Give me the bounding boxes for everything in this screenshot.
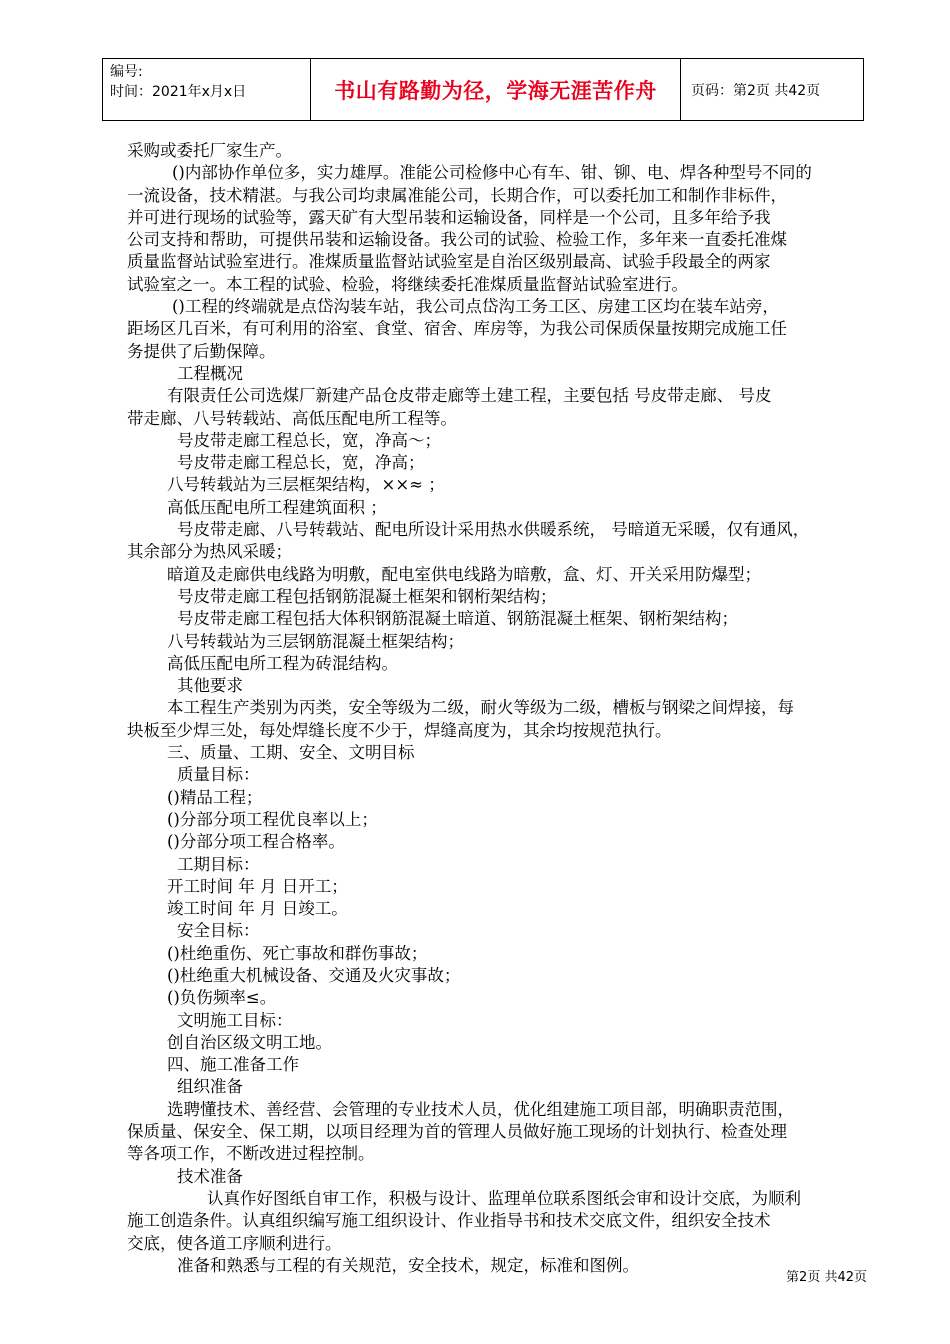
- body-line: 开工时间 年 月 日开工；: [167, 876, 348, 896]
- body-line: 号皮带走廊工程包括钢筋混凝土框架和钢桁架结构；: [177, 586, 557, 606]
- body-line: 三、质量、工期、安全、文明目标: [167, 743, 415, 763]
- header-page-number: 页码：第2页 共42页: [691, 82, 821, 99]
- body-line: 施工创造条件。认真组织编写施工组织设计、作业指导书和技术交底文件，组织安全技术: [127, 1211, 771, 1231]
- body-line: 暗道及走廊供电线路为明敷，配电室供电线路为暗敷，盒、灯、开关采用防爆型；: [167, 564, 761, 584]
- serial-number-label: 编号:: [110, 64, 143, 80]
- body-line: 有限责任公司选煤厂新建产品仓皮带走廊等土建工程，主要包括 号皮带走廊、 号皮: [167, 386, 772, 406]
- body-line: 质量目标：: [177, 765, 260, 785]
- body-line: ()分部分项工程合格率。: [167, 832, 345, 852]
- header-meta-cell: [103, 59, 311, 120]
- body-line: 质量监督站试验室进行。准煤质量监督站试验室是自治区级别最高、试验手段最全的两家: [127, 252, 771, 272]
- body-line: 认真作好图纸自审工作，积极与设计、监理单位联系图纸会审和设计交底，为顺利: [207, 1188, 801, 1208]
- body-line: 试验室之一。本工程的试验、检验，将继续委托准煤质量监督站试验室进行。: [127, 274, 688, 294]
- body-line: 本工程生产类别为丙类，安全等级为二级，耐火等级为二级，槽板与钢梁之间焊接，每: [167, 698, 794, 718]
- body-line: 块板至少焊三处，每处焊缝长度不少于，焊缝高度为，其余均按规范执行。: [127, 720, 672, 740]
- body-line: 八号转载站为三层框架结构，××≈ ；: [167, 475, 445, 495]
- body-line: 采购或委托厂家生产。: [127, 141, 292, 160]
- body-line: 距场区几百米，有可利用的浴室、食堂、宿舍、库房等，为我公司保质保量按期完成施工任: [127, 319, 787, 339]
- body-line: 交底，使各道工序顺利进行。: [127, 1233, 342, 1253]
- body-line: 并可进行现场的试验等，露天矿有大型吊装和运输设备，同样是一个公司，且多年给予我: [127, 207, 771, 227]
- body-line: 公司支持和帮助，可提供吊装和运输设备。我公司的试验、检验工作，多年来一直委托准煤: [127, 230, 787, 250]
- body-line: 保质量、保安全、保工期，以项目经理为首的管理人员做好施工现场的计划执行、检查处理: [127, 1122, 787, 1142]
- body-line: ()精品工程；: [167, 787, 263, 807]
- body-line: 工程概况: [177, 363, 243, 383]
- body-line: 高低压配电所工程为砖混结构。: [167, 653, 398, 673]
- body-line: 选聘懂技术、善经营、会管理的专业技术人员，优化组建施工项目部，明确职责范围，: [167, 1099, 794, 1119]
- body-line: 一流设备，技术精湛。与我公司均隶属准能公司，长期合作，可以委托加工和制作非标件，: [127, 185, 787, 205]
- body-line: 文明施工目标：: [177, 1010, 293, 1030]
- body-line: 创自治区级文明工地。: [167, 1032, 332, 1052]
- body-line: 高低压配电所工程建筑面积 ；: [167, 497, 387, 517]
- body-line: 号皮带走廊工程包括大体积钢筋混凝土暗道、钢筋混凝土框架、钢桁架结构；: [177, 609, 738, 629]
- header-motto: 书山有路勤为径，学海无涯苦作舟: [311, 59, 681, 120]
- body-line: 号皮带走廊工程总长，宽，净高～；: [177, 430, 441, 450]
- body-line: 务提供了后勤保障。: [127, 341, 276, 361]
- body-line: 号皮带走廊、八号转载站、配电所设计采用热水供暖系统， 号暗道无采暖，仅有通风，: [177, 520, 810, 540]
- body-line: 技术准备: [177, 1166, 243, 1186]
- body-line: 其他要求: [177, 676, 243, 696]
- footer-page-number: 第2页 共42页: [786, 1270, 867, 1285]
- page-header-table: [102, 58, 864, 121]
- body-line: 号皮带走廊工程总长，宽，净高；: [177, 453, 425, 473]
- body-line: 其余部分为热风采暖；: [127, 542, 292, 562]
- body-line: ()内部协作单位多，实力雄厚。准能公司检修中心有车、钳、铆、电、焊各种型号不同的: [172, 163, 812, 183]
- body-line: ()杜绝重大机械设备、交通及火灾事故；: [167, 965, 461, 985]
- body-line: 工期目标：: [177, 854, 260, 874]
- body-line: 安全目标：: [177, 921, 260, 941]
- body-line: ()工程的终端就是点岱沟装车站，我公司点岱沟工务工区、房建工区均在装车站旁，: [172, 297, 779, 317]
- body-line: 组织准备: [177, 1077, 243, 1097]
- body-line: 四、施工准备工作: [167, 1055, 299, 1075]
- body-line: 八号转载站为三层钢筋混凝土框架结构；: [167, 631, 464, 651]
- document-body: [127, 140, 872, 1277]
- body-line: ()杜绝重伤、死亡事故和群伤事故；: [167, 943, 428, 963]
- body-line: 竣工时间 年 月 日竣工。: [167, 899, 348, 919]
- body-line: ()负伤频率≤。: [167, 988, 277, 1008]
- body-line: 等各项工作，不断改进过程控制。: [127, 1144, 375, 1164]
- body-line: ()分部分项工程优良率以上；: [167, 809, 378, 829]
- time-label: 时间：2021年x月x日: [110, 84, 247, 100]
- body-line: 准备和熟悉与工程的有关规范，安全技术，规定，标准和图例。: [177, 1255, 639, 1275]
- body-line: 带走廊、八号转载站、高低压配电所工程等。: [127, 408, 457, 428]
